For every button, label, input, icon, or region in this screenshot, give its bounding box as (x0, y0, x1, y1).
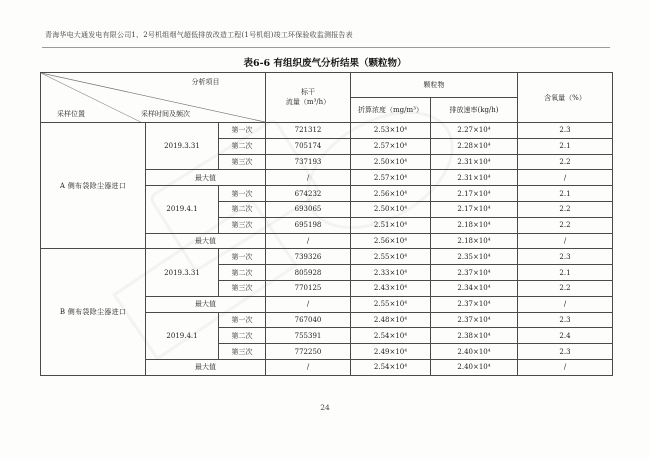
rate-value: 2.37×10⁴ (431, 265, 518, 281)
run-label-cell: 第三次 (219, 154, 266, 170)
oxygen-value: 2.3 (518, 344, 613, 360)
table-title: 表6-6 有组织废气分析结果（颗粒物） (243, 58, 407, 69)
run-label-cell: 第一次 (219, 123, 266, 139)
sampling-location-cell: A 侧布袋除尘器进口 (41, 123, 146, 249)
oxygen-value: 2.2 (518, 154, 613, 170)
oxygen-value: / (518, 296, 613, 312)
run-label-cell: 第二次 (219, 328, 266, 344)
concentration-value: 2.57×10⁴ (351, 138, 431, 154)
corner-label-sampling-location: 采样位置 (57, 110, 85, 118)
max-label-cell: 最大值 (146, 233, 266, 249)
sampling-date-cell: 2019.3.31 (146, 249, 219, 296)
column-header-flow (266, 73, 351, 123)
concentration-value: 2.57×10⁴ (351, 170, 431, 186)
rate-value: 2.40×10⁴ (431, 344, 518, 360)
oxygen-value: 2.4 (518, 328, 613, 344)
run-label-cell: 第一次 (219, 249, 266, 265)
flow-value: 755391 (266, 328, 351, 344)
rate-value: 2.38×10⁴ (431, 328, 518, 344)
oxygen-value: / (518, 359, 613, 375)
rate-value: 2.31×10⁴ (431, 154, 518, 170)
oxygen-value: 2.3 (518, 123, 613, 139)
max-label-cell: 最大值 (146, 359, 266, 375)
oxygen-value: 2.3 (518, 249, 613, 265)
flow-value: 705174 (266, 138, 351, 154)
table-row (41, 123, 613, 139)
flow-value: 737193 (266, 154, 351, 170)
flow-value: 805928 (266, 265, 351, 281)
rate-value: 2.37×10⁴ (431, 296, 518, 312)
flow-value: / (266, 359, 351, 375)
run-label-cell: 第二次 (219, 265, 266, 281)
column-header-concentration: 折算浓度（mg/m³） (351, 98, 431, 123)
concentration-value: 2.53×10⁴ (351, 123, 431, 139)
run-label-cell: 第一次 (219, 312, 266, 328)
run-label-cell: 第三次 (219, 280, 266, 296)
flow-value: 695198 (266, 217, 351, 233)
concentration-value: 2.56×10⁴ (351, 233, 431, 249)
flow-header-line2: 流量（m³/h） (285, 97, 331, 106)
column-header-oxygen: 含氧量（%） (518, 73, 613, 123)
oxygen-value: 2.2 (518, 217, 613, 233)
run-label-cell: 第三次 (219, 344, 266, 360)
document-header: 青海华电大通发电有限公司1、2号机组烟气超低排放改造工程(1号机组)竣工环保验收监测报告表 (45, 31, 353, 39)
concentration-value: 2.55×10⁴ (351, 249, 431, 265)
rate-value: 2.31×10⁴ (431, 170, 518, 186)
oxygen-value: 2.1 (518, 186, 613, 202)
flow-value: 693065 (266, 201, 351, 217)
flow-value: / (266, 296, 351, 312)
oxygen-value: 2.2 (518, 280, 613, 296)
run-label-cell: 第一次 (219, 186, 266, 202)
corner-label-sampling-time: 采样时间及频次 (141, 110, 190, 118)
concentration-value: 2.55×10⁴ (351, 296, 431, 312)
rate-value: 2.40×10⁴ (431, 359, 518, 375)
rate-value: 2.34×10⁴ (431, 280, 518, 296)
concentration-value: 2.50×10⁴ (351, 201, 431, 217)
page-number: 24 (320, 403, 330, 412)
concentration-value: 2.43×10⁴ (351, 280, 431, 296)
rate-value: 2.18×10⁴ (431, 217, 518, 233)
header-divider (42, 47, 610, 48)
oxygen-value: / (518, 233, 613, 249)
concentration-value: 2.56×10⁴ (351, 186, 431, 202)
oxygen-value: 2.2 (518, 201, 613, 217)
run-label-cell: 第三次 (219, 217, 266, 233)
rate-value: 2.18×10⁴ (431, 233, 518, 249)
concentration-value: 2.49×10⁴ (351, 344, 431, 360)
concentration-value: 2.54×10⁴ (351, 359, 431, 375)
concentration-value: 2.51×10⁴ (351, 217, 431, 233)
sampling-date-cell: 2019.4.1 (146, 186, 219, 233)
oxygen-value: 2.1 (518, 265, 613, 281)
oxygen-value: 2.1 (518, 138, 613, 154)
run-label-cell: 第二次 (219, 201, 266, 217)
oxygen-value: 2.3 (518, 312, 613, 328)
flow-value: / (266, 170, 351, 186)
flow-header-line1: 标干 (301, 88, 315, 97)
rate-value: 2.17×10⁴ (431, 201, 518, 217)
flow-value: 767040 (266, 312, 351, 328)
column-header-rate: 排放速率(kg/h) (431, 98, 518, 123)
concentration-value: 2.33×10⁴ (351, 265, 431, 281)
concentration-value: 2.54×10⁴ (351, 328, 431, 344)
concentration-value: 2.50×10⁴ (351, 154, 431, 170)
table-row (41, 249, 613, 265)
oxygen-value: / (518, 170, 613, 186)
rate-value: 2.35×10⁴ (431, 249, 518, 265)
run-label-cell: 第二次 (219, 138, 266, 154)
sampling-location-cell: B 侧布袋除尘器进口 (41, 249, 146, 375)
flow-value: 721312 (266, 123, 351, 139)
flow-value: 739326 (266, 249, 351, 265)
results-table (40, 72, 613, 376)
rate-value: 2.17×10⁴ (431, 186, 518, 202)
max-label-cell: 最大值 (146, 296, 266, 312)
rate-value: 2.28×10⁴ (431, 138, 518, 154)
sampling-date-cell: 2019.4.1 (146, 312, 219, 359)
results-tbody (41, 123, 613, 376)
flow-value: 770125 (266, 280, 351, 296)
rate-value: 2.27×10⁴ (431, 123, 518, 139)
flow-value: 772250 (266, 344, 351, 360)
sampling-date-cell: 2019.3.31 (146, 123, 219, 170)
flow-value: / (266, 233, 351, 249)
corner-label-analysis-items: 分析项目 (191, 78, 220, 86)
column-group-particulate: 颗粒物 (351, 73, 518, 98)
max-label-cell: 最大值 (146, 170, 266, 186)
rate-value: 2.37×10⁴ (431, 312, 518, 328)
corner-header-cell (41, 73, 266, 123)
flow-value: 674232 (266, 186, 351, 202)
concentration-value: 2.48×10⁴ (351, 312, 431, 328)
